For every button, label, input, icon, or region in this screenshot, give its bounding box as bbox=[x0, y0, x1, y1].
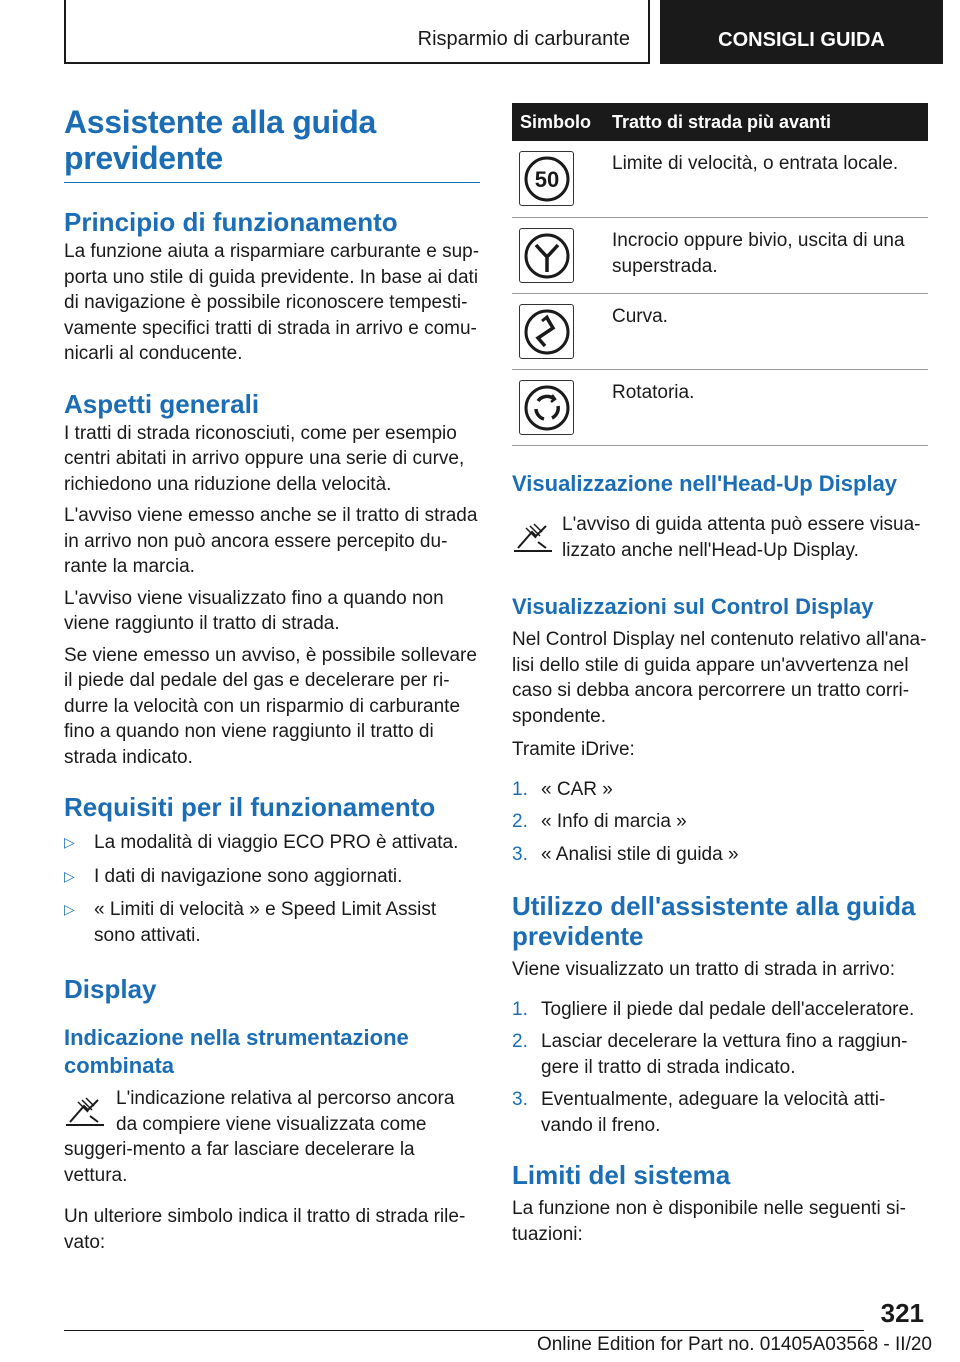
display-text: Un ulteriore simbolo indica il tratto di strada rile-vato: bbox=[64, 1206, 466, 1253]
heading-hud: Visualizzazione nell'Head-Up Display bbox=[512, 471, 898, 496]
page-title: Assistente alla guida previdente bbox=[64, 104, 377, 176]
svg-text:50: 50 bbox=[534, 166, 559, 192]
triangle-bullet-icon: ▷ bbox=[64, 834, 75, 850]
table-row bbox=[512, 141, 928, 218]
table-cell-text: Curva. bbox=[612, 306, 668, 327]
table-header-symbol: Simbolo bbox=[520, 111, 591, 132]
table-cell-text: Rotatoria. bbox=[612, 382, 695, 403]
list-item: 1. Togliere il piede dal pedale dell'acceleratore. bbox=[512, 998, 915, 1020]
hud-note-text: L'avviso di guida attenta può essere visua-lizzato anche nell'Head-Up Display. bbox=[562, 514, 921, 561]
aspetti-p1: I tratti di strada riconosciuti, come per esempio centri abitati in arrivo oppure una serie di curve, richiedono una riduzione della velocità. bbox=[64, 422, 465, 495]
junction-icon bbox=[519, 228, 574, 283]
right-column bbox=[512, 470, 928, 1247]
curve-icon bbox=[519, 304, 574, 359]
table-header bbox=[512, 103, 928, 141]
requisiti-list bbox=[64, 830, 480, 948]
utilizzo-text: Viene visualizzato un tratto di strada in arrivo: bbox=[512, 959, 896, 980]
note-hint-icon bbox=[512, 518, 554, 556]
list-item: ▷ La modalità di viaggio ECO PRO è attivata. bbox=[64, 830, 480, 856]
heading-utilizzo: Utilizzo dell'assistente alla guida previdente bbox=[512, 891, 916, 951]
table-row bbox=[512, 218, 928, 294]
aspetti-p4: Se viene emesso un avviso, è possibile sollevare il piede dal pedale del gas e decelerare per ri-durre la velocità con un risparmio di carburante fino a quando non viene raggiunto il tratto di strada indicato. bbox=[64, 644, 477, 768]
header-section-box bbox=[64, 0, 650, 64]
heading-control-display: Visualizzazioni sul Control Display bbox=[512, 594, 874, 619]
hud-note-block bbox=[512, 512, 928, 563]
note-text: L'indicazione relativa al percorso ancora da compiere viene visualizzata come suggeri-mento a far lasciare decelerare la vettura. bbox=[64, 1088, 455, 1186]
heading-requisiti: Requisiti per il funzionamento bbox=[64, 792, 436, 822]
heading-aspetti: Aspetti generali bbox=[64, 388, 260, 419]
heading-strumentazione: Indicazione nella strumentazione combinata bbox=[64, 1025, 409, 1078]
speed-limit-50-icon bbox=[519, 151, 574, 206]
header-chapter-tab: CONSIGLI GUIDA bbox=[660, 0, 943, 64]
list-item: 2. Lasciar decelerare la vettura fino a raggiun-gere il tratto di strada indicato. bbox=[512, 1031, 908, 1078]
note-block bbox=[64, 1086, 480, 1188]
utilizzo-steps bbox=[512, 997, 928, 1139]
note-hint-icon bbox=[64, 1092, 106, 1130]
list-item: 1. « CAR » bbox=[512, 778, 613, 800]
list-item: 3. Eventualmente, adeguare la velocità atti-vando il freno. bbox=[512, 1089, 886, 1136]
limiti-text: La funzione non è disponibile nelle seguenti si-tuazioni: bbox=[512, 1198, 906, 1245]
triangle-bullet-icon: ▷ bbox=[64, 867, 75, 884]
footer-edition: Online Edition for Part no. 01405A03568 - II/20 bbox=[536, 1334, 932, 1355]
heading-limiti: Limiti del sistema bbox=[512, 1160, 731, 1190]
heading-display: Display bbox=[64, 974, 157, 1004]
header-section-title: Risparmio di carburante bbox=[417, 28, 630, 50]
table-header-tratto: Tratto di strada più avanti bbox=[612, 111, 832, 132]
table-row bbox=[512, 294, 928, 370]
triangle-bullet-icon: ▷ bbox=[64, 901, 75, 917]
list-item: 2. « Info di marcia » bbox=[512, 811, 687, 832]
idrive-steps bbox=[512, 777, 928, 868]
aspetti-p2: L'avviso viene emesso anche se il tratto di strada in arrivo non può ancora essere percepito du-rante la marcia. bbox=[64, 505, 478, 577]
table-row bbox=[512, 370, 928, 446]
footer-rule bbox=[64, 1330, 864, 1331]
list-item: 3. « Analisi stile di guida » bbox=[512, 843, 739, 865]
principio-text: La funzione aiuta a risparmiare carburante e sup-porta uno stile di guida previdente. In base ai dati di navigazione è possibile riconoscere tempesti-vamente specifici tratti di strada in arrivo e comu-nicarli al conducente. bbox=[64, 241, 480, 364]
idrive-text: Tramite iDrive: bbox=[512, 739, 635, 760]
symbol-table bbox=[512, 103, 928, 446]
page-number: 321 bbox=[880, 1298, 924, 1328]
list-item: ▷ I dati di navigazione sono aggiornati. bbox=[64, 864, 480, 890]
list-item: ▷ « Limiti di velocità » e Speed Limit Assist sono attivati. bbox=[64, 897, 480, 948]
control-text: Nel Control Display nel contenuto relativo all'ana-lisi dello stile di guida appare un'avvertenza nel caso si debba ancora percorrere un tratto corri-spondente. bbox=[512, 629, 927, 727]
table-cell-text: Incrocio oppure bivio, uscita di una superstrada. bbox=[612, 230, 905, 277]
roundabout-icon bbox=[519, 380, 574, 435]
table-cell-text: Limite di velocità, o entrata locale. bbox=[612, 153, 899, 174]
left-column bbox=[64, 104, 480, 1255]
aspetti-p3: L'avviso viene visualizzato fino a quando non viene raggiunto il tratto di strada. bbox=[64, 587, 444, 634]
heading-principio: Principio di funzionamento bbox=[64, 207, 398, 237]
